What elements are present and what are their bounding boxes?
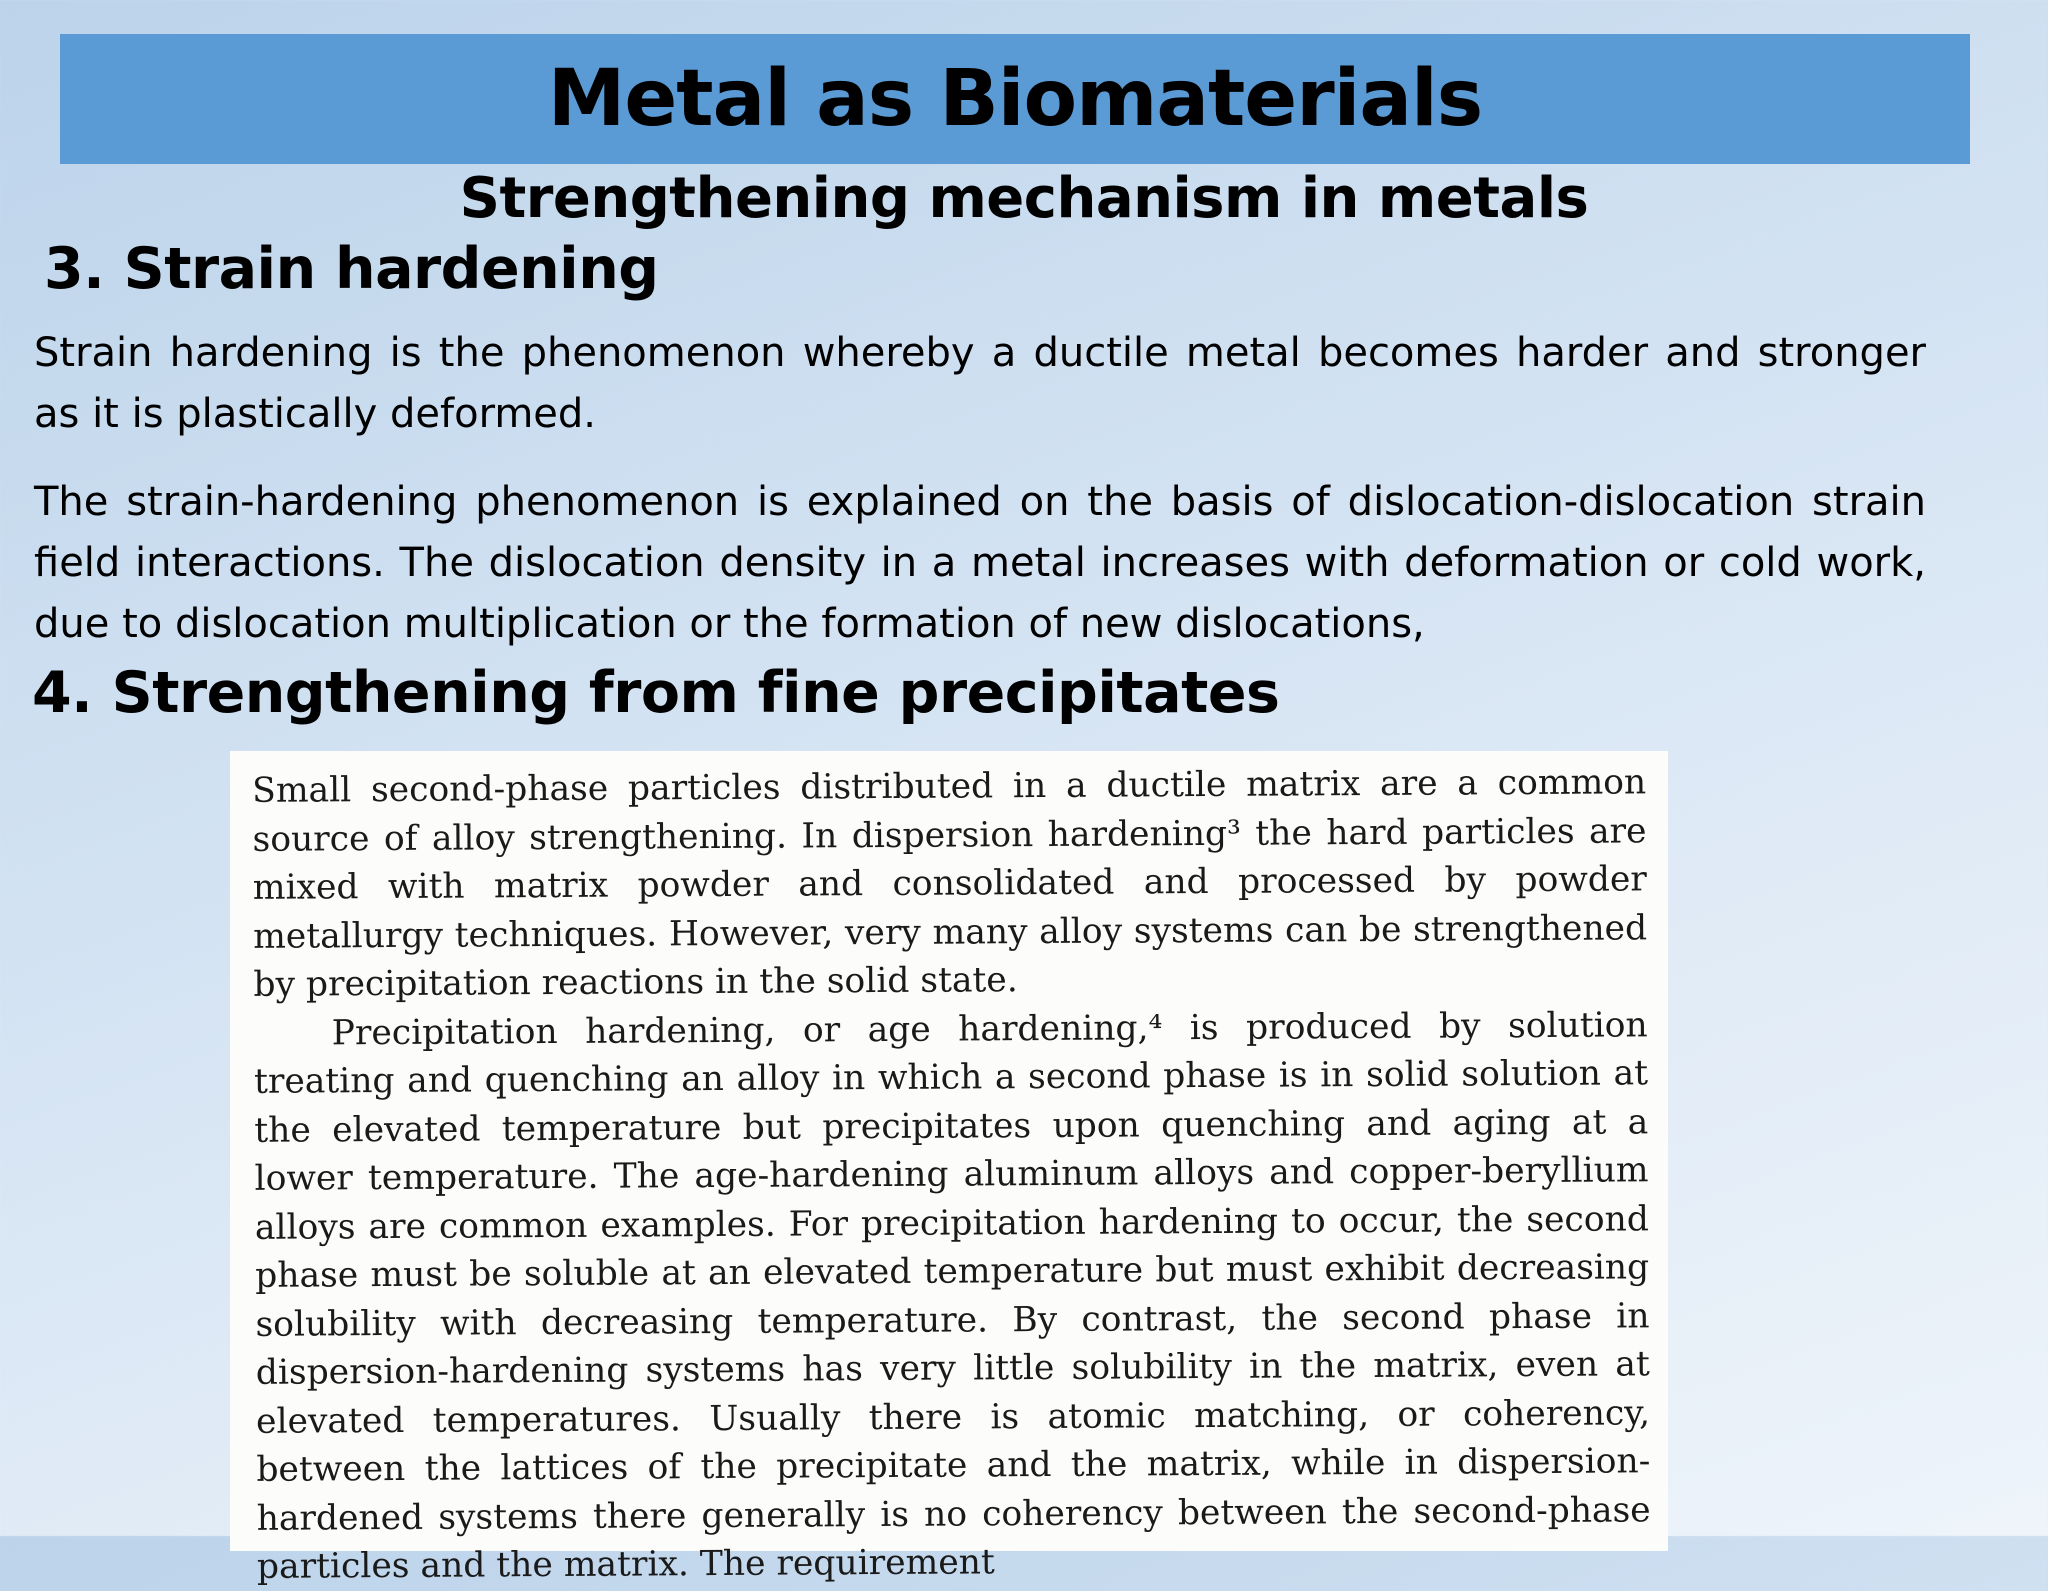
slide-title: Metal as Biomaterials xyxy=(547,54,1483,144)
strain-hardening-explanation: The strain-hardening phenomenon is explained on the basis of dislocation-dislocation strain field interactions. The dislocation density in a metal increases with deformation or cold work, due to dislocation multiplication or the formation of new dislocations, xyxy=(34,479,1926,647)
scanned-textbook-excerpt xyxy=(230,751,1668,1587)
title-bar xyxy=(60,34,1970,164)
slide-subtitle: Strengthening mechanism in metals xyxy=(459,166,1589,231)
scan-paragraph-dispersion-hardening: Small second-phase particles distributed in a ductile matrix are a common source of alloy strengthening. In dispersion hardening³ the hard particles are mixed with matrix powder and consolidated and processed by powder metallurgy techniques. However, very many alloy systems can be strengthened by precipitation reactions in the solid state. xyxy=(252,762,1648,1005)
scan-paragraph-precipitation-hardening: Precipitation hardening, or age hardening,⁴ is produced by solution treating and quenching an alloy in which a second phase is in solid solution at the elevated temperature but precipitates upon quenching and aging at a lower temperature. The age-hardening aluminum alloys and copper-beryllium alloys are common examples. For precipitation hardening to occur, the second phase must be soluble at an elevated temperature but must exhibit decreasing solubility with decreasing temperature. By contrast, the second phase in dispersion-hardening systems has very little solubility in the matrix, even at elevated temperatures. Usually there is atomic matching, or coherency, between the lattices of the precipitate and the matrix, while in dispersion-hardened systems there generally is no coherency between the second-phase particles and the matrix. The requirement xyxy=(253,1004,1651,1587)
strain-hardening-definition: Strain hardening is the phenomenon whereby a ductile metal becomes harder and stronger as it is plastically deformed. xyxy=(34,330,1926,437)
section-heading-strain-hardening: 3. Strain hardening xyxy=(44,236,659,302)
section-heading-fine-precipitates: 4. Strengthening from fine precipitates xyxy=(32,660,1280,726)
